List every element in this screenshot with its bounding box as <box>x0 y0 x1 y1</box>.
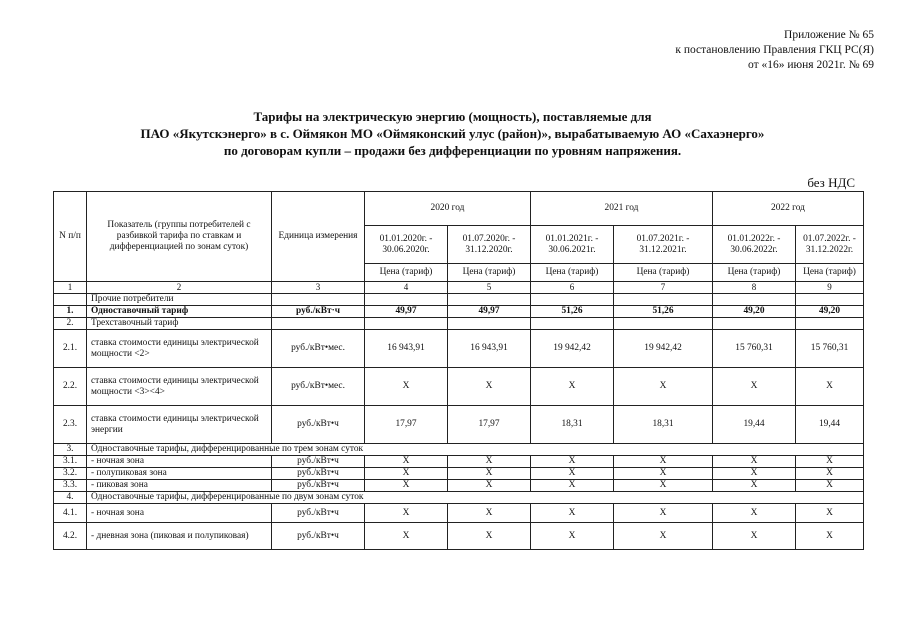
row-num <box>54 294 87 306</box>
row-value: 16 943,91 <box>448 330 531 368</box>
row-name: Прочие потребители <box>87 294 272 306</box>
header-period: 01.07.2021г. - 31.12.2021г. <box>614 226 713 264</box>
row-num: 2. <box>54 318 87 330</box>
row-name: ставка стоимости единицы электрической энергии <box>87 406 272 444</box>
row-value <box>796 294 864 306</box>
row-value: X <box>713 504 796 523</box>
row-value: 18,31 <box>614 406 713 444</box>
col-number: 7 <box>614 282 713 294</box>
table-row <box>54 480 864 492</box>
title-line-1: Тарифы на электрическую энергию (мощность), поставляемые для <box>253 109 652 124</box>
row-value: X <box>614 504 713 523</box>
row-name: Трехставочный тариф <box>87 318 272 330</box>
row-value: X <box>365 523 448 550</box>
row-num: 4.2. <box>54 523 87 550</box>
row-unit: руб./кВт•мес. <box>272 368 365 406</box>
row-value: 19,44 <box>713 406 796 444</box>
row-unit: руб./кВт•мес. <box>272 330 365 368</box>
table-section-row <box>54 444 864 456</box>
header-price: Цена (тариф) <box>614 264 713 282</box>
row-value: X <box>531 504 614 523</box>
row-unit: руб./кВт•ч <box>272 406 365 444</box>
row-value: 51,26 <box>614 306 713 318</box>
table-row <box>54 504 864 523</box>
row-value: X <box>713 480 796 492</box>
row-value <box>531 318 614 330</box>
row-value: X <box>713 456 796 468</box>
row-value: 18,31 <box>531 406 614 444</box>
row-name: - ночная зона <box>87 504 272 523</box>
row-num: 3.2. <box>54 468 87 480</box>
row-name: ставка стоимости единицы электрической мощности <2> <box>87 330 272 368</box>
row-value: X <box>448 504 531 523</box>
header-year-2021: 2021 год <box>531 192 713 226</box>
appendix-line-3: от «16» июня 2021г. № 69 <box>748 59 874 71</box>
row-value: 15 760,31 <box>713 330 796 368</box>
row-name: - ночная зона <box>87 456 272 468</box>
header-period: 01.01.2020г. - 30.06.2020г. <box>365 226 448 264</box>
header-period: 01.07.2022г. - 31.12.2022г. <box>796 226 864 264</box>
title-line-2: ПАО «Якутскэнерго» в с. Оймякон МО «Оймяконский улус (район)», вырабатываемую АО «Сахаэнерго» <box>140 126 765 141</box>
tariff-table <box>53 191 864 550</box>
col-number: 3 <box>272 282 365 294</box>
row-value: 51,26 <box>531 306 614 318</box>
header-period: 01.01.2022г. - 30.06.2022г. <box>713 226 796 264</box>
row-value: X <box>796 504 864 523</box>
row-value: 17,97 <box>365 406 448 444</box>
header-indicator: Показатель (группы потребителей с разбивкой тарифа по ставкам и дифференциацией по зонам суток) <box>87 192 272 282</box>
row-unit <box>272 294 365 306</box>
header-num: N п/п <box>54 192 87 282</box>
appendix-block <box>675 28 874 73</box>
row-value: X <box>614 468 713 480</box>
row-num: 3. <box>54 444 87 456</box>
header-price: Цена (тариф) <box>713 264 796 282</box>
row-value: 16 943,91 <box>365 330 448 368</box>
row-value: X <box>448 456 531 468</box>
table-row <box>54 294 864 306</box>
row-value <box>614 318 713 330</box>
row-value: X <box>796 480 864 492</box>
row-value <box>713 318 796 330</box>
vat-note: без НДС <box>807 175 855 190</box>
row-value <box>448 294 531 306</box>
row-value: 49,20 <box>713 306 796 318</box>
row-value: X <box>614 523 713 550</box>
row-name: Одноставочные тарифы, дифференцированные по двум зонам суток <box>87 492 864 504</box>
table-row <box>54 523 864 550</box>
row-name: - полупиковая зона <box>87 468 272 480</box>
table-row <box>54 406 864 444</box>
row-value: X <box>614 456 713 468</box>
row-num: 4. <box>54 492 87 504</box>
row-value <box>365 294 448 306</box>
row-value: 49,97 <box>365 306 448 318</box>
row-unit <box>272 318 365 330</box>
row-name: ставка стоимости единицы электрической мощности <3><4> <box>87 368 272 406</box>
table-row <box>54 368 864 406</box>
row-value: X <box>614 368 713 406</box>
row-value: X <box>796 523 864 550</box>
row-unit: руб./кВт•ч <box>272 504 365 523</box>
row-value: 19 942,42 <box>614 330 713 368</box>
header-unit: Единица измерения <box>272 192 365 282</box>
header-year-2020: 2020 год <box>365 192 531 226</box>
row-value: X <box>448 368 531 406</box>
row-value: 17,97 <box>448 406 531 444</box>
row-value: X <box>713 368 796 406</box>
table-row <box>54 306 864 318</box>
row-value: X <box>531 480 614 492</box>
row-value: 49,97 <box>448 306 531 318</box>
appendix-line-2: к постановлению Правления ГКЦ РС(Я) <box>675 44 874 56</box>
col-number: 5 <box>448 282 531 294</box>
row-value: X <box>365 456 448 468</box>
header-year-2022: 2022 год <box>713 192 864 226</box>
row-value: X <box>365 480 448 492</box>
col-number: 2 <box>87 282 272 294</box>
appendix-line-1: Приложение № 65 <box>784 29 874 41</box>
row-num: 1. <box>54 306 87 318</box>
row-value: X <box>531 468 614 480</box>
row-unit: руб./кВт•ч <box>272 456 365 468</box>
document-title <box>0 108 905 159</box>
table-row <box>54 468 864 480</box>
row-value: X <box>531 523 614 550</box>
row-unit: руб./кВт•ч <box>272 480 365 492</box>
col-number: 1 <box>54 282 87 294</box>
row-value: 15 760,31 <box>796 330 864 368</box>
row-name: - пиковая зона <box>87 480 272 492</box>
header-row-years <box>54 192 864 226</box>
col-number: 9 <box>796 282 864 294</box>
header-period: 01.01.2021г. - 30.06.2021г. <box>531 226 614 264</box>
header-price: Цена (тариф) <box>365 264 448 282</box>
row-num: 3.1. <box>54 456 87 468</box>
row-value: X <box>365 368 448 406</box>
table-row <box>54 318 864 330</box>
row-value: X <box>448 468 531 480</box>
row-num: 3.3. <box>54 480 87 492</box>
row-value: X <box>531 368 614 406</box>
row-num: 2.1. <box>54 330 87 368</box>
row-value: X <box>713 523 796 550</box>
row-value: X <box>796 456 864 468</box>
row-value: 19,44 <box>796 406 864 444</box>
row-value <box>365 318 448 330</box>
row-value: X <box>713 468 796 480</box>
row-value <box>531 294 614 306</box>
row-unit: руб./кВт•ч <box>272 468 365 480</box>
row-num: 2.3. <box>54 406 87 444</box>
col-number: 6 <box>531 282 614 294</box>
row-name: Одноставочный тариф <box>87 306 272 318</box>
row-value: 19 942,42 <box>531 330 614 368</box>
row-value: X <box>365 504 448 523</box>
table-section-row <box>54 492 864 504</box>
header-price: Цена (тариф) <box>531 264 614 282</box>
col-number: 8 <box>713 282 796 294</box>
row-value: X <box>448 480 531 492</box>
row-value: X <box>796 368 864 406</box>
column-number-row <box>54 282 864 294</box>
row-value: X <box>796 468 864 480</box>
table-row <box>54 456 864 468</box>
header-period: 01.07.2020г. - 31.12.2020г. <box>448 226 531 264</box>
row-value <box>448 318 531 330</box>
row-value <box>614 294 713 306</box>
row-value <box>796 318 864 330</box>
row-value: X <box>614 480 713 492</box>
row-value: 49,20 <box>796 306 864 318</box>
table-row <box>54 330 864 368</box>
row-name: Одноставочные тарифы, дифференцированные по трем зонам суток <box>87 444 864 456</box>
row-num: 2.2. <box>54 368 87 406</box>
row-value: X <box>365 468 448 480</box>
col-number: 4 <box>365 282 448 294</box>
row-value <box>713 294 796 306</box>
title-line-3: по договорам купли – продажи без дифференциации по уровням напряжения. <box>223 143 682 158</box>
header-price: Цена (тариф) <box>448 264 531 282</box>
header-price: Цена (тариф) <box>796 264 864 282</box>
row-num: 4.1. <box>54 504 87 523</box>
row-value: X <box>448 523 531 550</box>
row-value: X <box>531 456 614 468</box>
row-unit: руб./кВт·ч <box>272 306 365 318</box>
row-name: - дневная зона (пиковая и полупиковая) <box>87 523 272 550</box>
row-unit: руб./кВт•ч <box>272 523 365 550</box>
